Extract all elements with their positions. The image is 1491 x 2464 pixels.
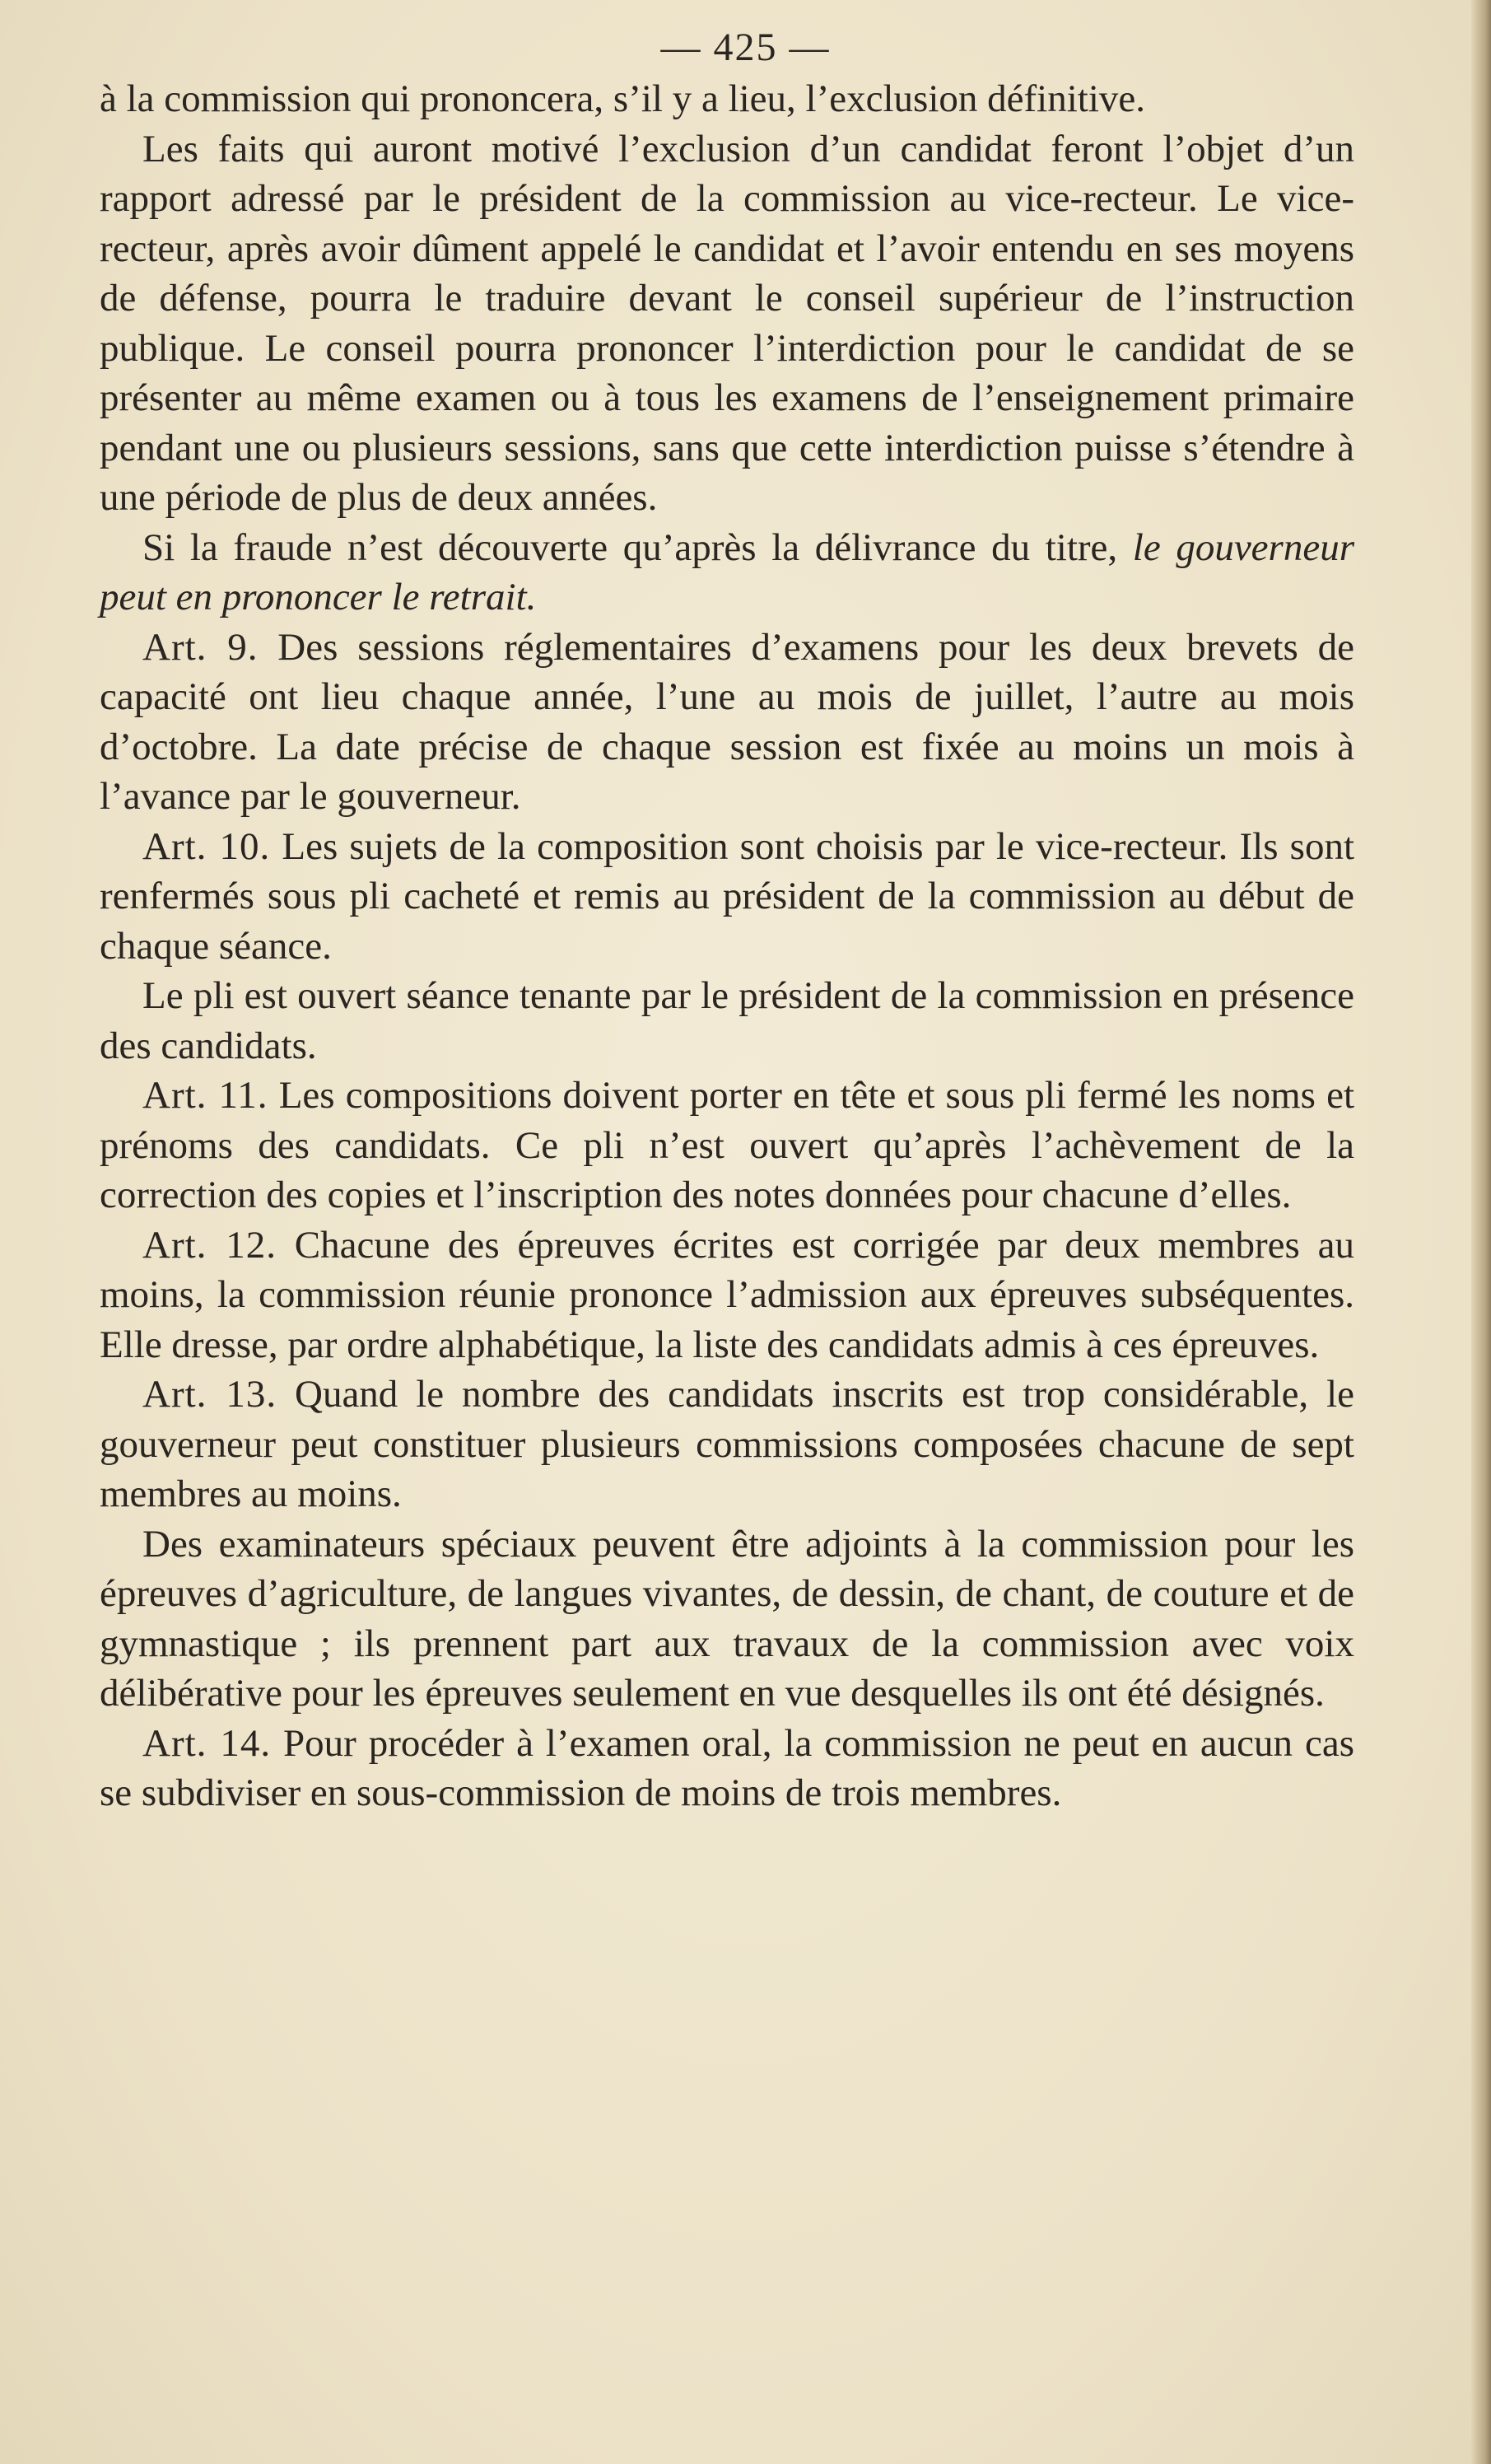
paragraph-text: Les faits qui auront motivé l’exclusion d’un candidat feront l’objet d’un rapport adressé par le président de la commission au vice-recteur. Le vice-recteur, après avoir dûment appelé le candidat et l’avoir entendu en ses moyens de défense, pourra le traduire devant le conseil supérieur de l’instruction publique. Le conseil pourra prononcer l’interdiction pour le candidat de se présenter au même examen ou à tous les examens de l’enseignement primaire pendant une ou plusieurs sessions, sans que cette interdiction puisse s’étendre à une période de plus de deux années. [100, 127, 1354, 519]
article-9 [100, 623, 1354, 822]
article-label: Art. 11. [142, 1074, 268, 1117]
article-label: Art. 14. [142, 1721, 272, 1765]
article-label: Art. 12. [142, 1223, 277, 1267]
paragraph-sealed-envelope [100, 971, 1354, 1071]
page-edge-shadow [1471, 0, 1491, 2464]
article-text: Quand le nombre des candidats inscrits est trop considérable, le gouverneur peut constituer plusieurs commissions composées chacune de sept membres au moins. [100, 1373, 1355, 1515]
article-10 [100, 822, 1354, 972]
article-text: Les compositions doivent porter en tête et sous pli fermé les noms et prénoms des candidats. Ce pli n’est ouvert qu’après l’achèvement de la correction des copies et l’inscription des notes données pour chacune d’elles. [100, 1074, 1354, 1216]
paragraph-exclusion-report [100, 124, 1354, 523]
paragraph-text: Si la fraude n’est découverte qu’après la délivrance du titre, [142, 525, 1118, 569]
paragraph-text: Des examinateurs spéciaux peuvent être adjoints à la commission pour les épreuves d’agriculture, de langues vivantes, de dessin, de chant, de couture et de gymnastique ; ils prennent part aux travaux de la commission avec voix délibérative pour les épreuves seulement en vue desquelles ils ont été désignés. [100, 1522, 1354, 1715]
article-14 [100, 1719, 1354, 1818]
article-text: Des sessions réglementaires d’examens pour les deux brevets de capacité ont lieu chaque année, l’une au mois de juillet, l’autre au mois d’octobre. La date précise de chaque session est fixée au moins un mois à l’avance par le gouverneur. [100, 625, 1355, 818]
article-text: Chacune des épreuves écrites est corrigée par deux membres au moins, la commission réunie prononce l’admission aux épreuves subséquentes. Elle dresse, par ordre alphabétique, la liste des candidats admis à ces épreuves. [100, 1223, 1354, 1366]
article-11 [100, 1071, 1354, 1220]
body-text [100, 74, 1354, 1818]
paragraph-continuation [100, 74, 1354, 124]
paragraph-text: à la commission qui prononcera, s’il y a lieu, l’exclusion définitive. [100, 77, 1145, 120]
article-text: Les sujets de la composition sont choisis par le vice-recteur. Ils sont renfermés sous pli cacheté et remis au président de la commission au début de chaque séance. [100, 824, 1355, 968]
article-13 [100, 1370, 1354, 1519]
page-number: — 425 — [660, 26, 831, 69]
paragraph-fraud [100, 523, 1354, 623]
article-label: Art. 9. [142, 625, 259, 669]
article-label: Art. 13. [142, 1373, 277, 1416]
article-text: Pour procéder à l’examen oral, la commission ne peut en aucun cas se subdiviser en sous-commission de moins de trois membres. [100, 1721, 1354, 1814]
paragraph-special-examiners [100, 1519, 1354, 1719]
article-12 [100, 1220, 1354, 1370]
paragraph-italic-text: le gouverneur peut en prononcer le retrait. [100, 525, 1354, 618]
paragraph-text: Le pli est ouvert séance tenante par le président de la commission en présence des candidats. [100, 974, 1354, 1067]
article-label: Art. 10. [142, 824, 271, 868]
